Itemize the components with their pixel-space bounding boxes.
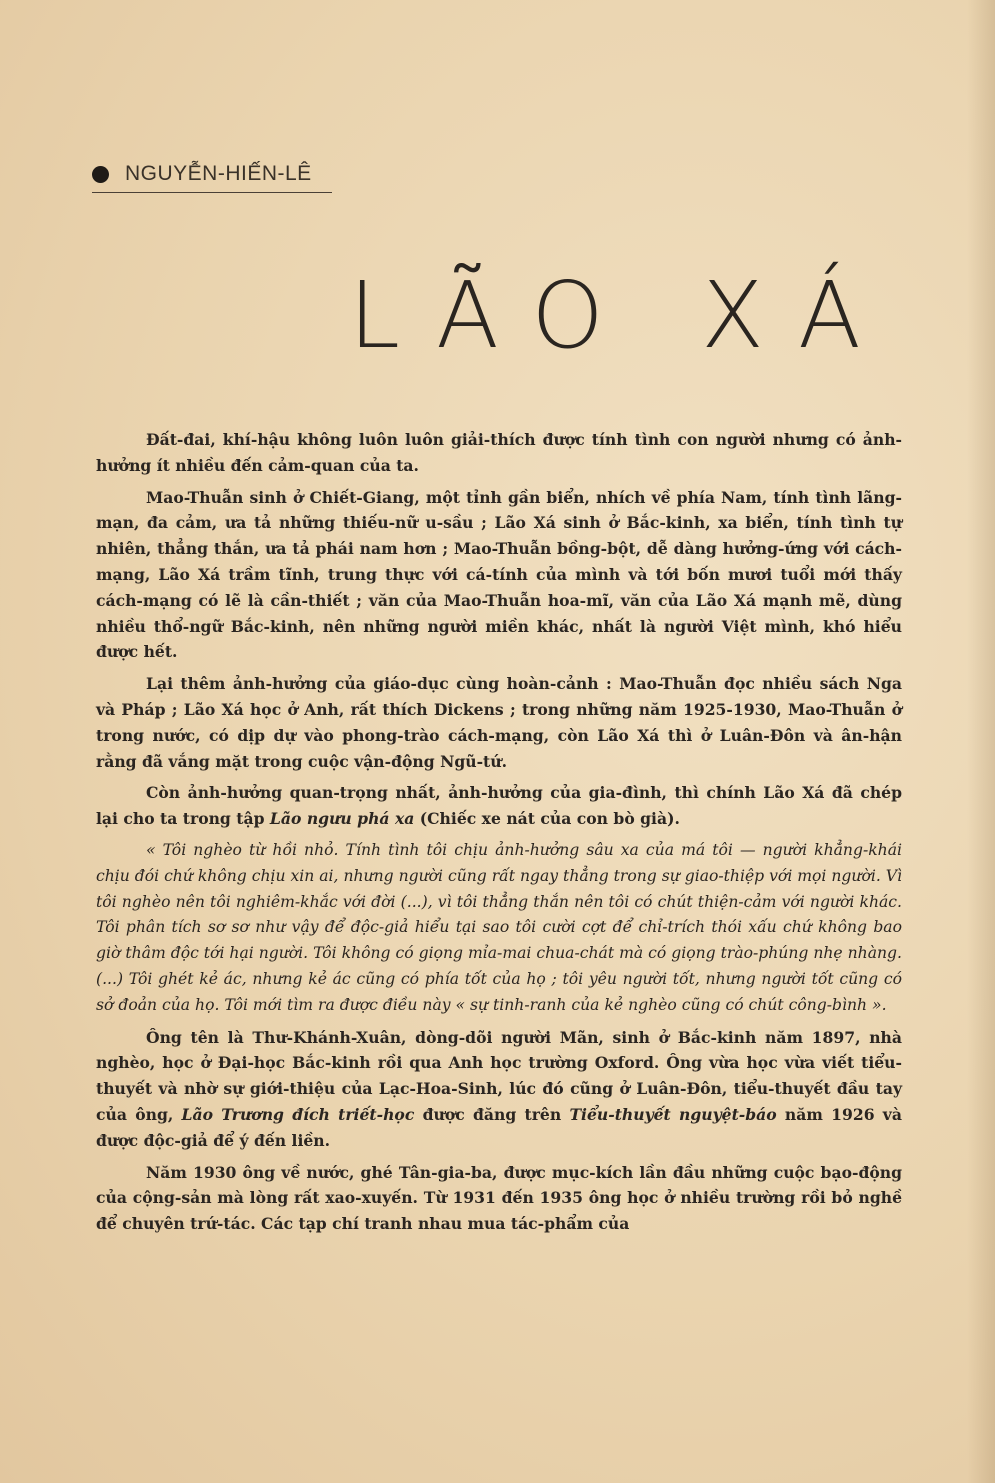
article-body — [96, 427, 902, 1243]
paragraph-3: Lại thêm ảnh-hưởng của giáo-dục cùng hoàn-cảnh : Mao-Thuẫn đọc nhiều sách Nga và Pháp ; Lão Xá học ở Anh, rất thích Dickens ; trong những năm 1925-1930, Mao-Thuẫn ở trong nước, có dịp dự vào phong-trào cách-mạng, còn Lão Xá thì ở Luân-Đôn và ân-hận rằng đã vắng mặt trong cuộc vận-động Ngũ-tứ. — [96, 674, 902, 771]
paragraph-6-text-b: được đăng trên — [414, 1104, 570, 1124]
paragraph-2: Mao-Thuẫn sinh ở Chiết-Giang, một tỉnh gần biển, nhích về phía Nam, tính tình lãng-mạn, đa cảm, ưa tả những thiếu-nữ u-sầu ; Lão Xá sinh ở Bắc-kinh, xa biển, tính tình tự nhiên, thẳng thắn, ưa tả phái nam hơn ; Mao-Thuẫn bồng-bột, dễ dàng hưởng-ứng với cách-mạng, Lão Xá trầm tĩnh, trung thực với cá-tính của mình và tới bốn mươi tuổi mới thấy cách-mạng có lẽ là cần-thiết ; văn của Mao-Thuẫn hoa-mĩ, văn của Lão Xá mạnh mẽ, dùng nhiều thổ-ngữ Bắc-kinh, nên những người miền khác, nhất là người Việt mình, khó hiểu được hết. — [96, 487, 902, 662]
paragraph-7: Năm 1930 ông về nước, ghé Tân-gia-ba, được mục-kích lần đầu những cuộc bạo-động của cộng-sản mà lòng rất xao-xuyến. Từ 1931 đến 1935 ông học ở nhiều trường rồi bỏ nghề để chuyên trứ-tác. Các tạp chí tranh nhau mua tác-phẩm của — [96, 1162, 902, 1234]
author-name: NGUYỄN-HIẾN-LÊ — [125, 162, 312, 185]
book-title-lao-nguu-pha-xa: Lão ngưu phá xa — [269, 809, 415, 829]
author-byline — [92, 162, 332, 193]
magazine-title: Tiểu-thuyết nguyệt-báo — [569, 1104, 777, 1124]
paragraph-6 — [96, 1025, 902, 1154]
paragraph-quote: « Tôi nghèo từ hồi nhỏ. Tính tình tôi chịu ảnh-hưởng sâu xa của má tôi — người khẳng-khái chịu đói chứ không chịu xin ai, nhưng người cũng rất ngay thẳng trong sự giao-thiệp với mọi người. Vì tôi nghèo nên tôi nghiêm-khắc với đời (...), vì tôi thẳng thắn nên tôi có chút thiện-cảm với người khác. Tôi phân tích sơ sơ như vậy để độc-giả hiểu tại sao tôi cười cợt để chỉ-trích thói xấu chứ không bao giờ thâm độc tới hại người. Tôi không có giọng mỉa-mai chua-chát mà có giọng trào-phúng nhẹ nhàng. (...) Tôi ghét kẻ ác, nhưng kẻ ác cũng có phía tốt của họ ; tôi yêu người tốt, nhưng người tốt cũng có sở đoản của họ. Tôi mới tìm ra được điều này « sự tinh-ranh của kẻ nghèo cũng có chút công-bình ». — [96, 840, 902, 1014]
book-title-lao-truong: Lão Trương đích triết-học — [181, 1104, 415, 1124]
article-title: LÃO XÁ — [348, 262, 895, 369]
paragraph-1: Đất-đai, khí-hậu không luôn luôn giải-thích được tính tình con người nhưng có ảnh-hưởng ít nhiều đến cảm-quan của ta. — [96, 430, 902, 475]
bullet-dot-icon — [92, 166, 109, 183]
paragraph-6-text-c: năm 1926 và được độc-giả để ý đến liền. — [96, 1104, 902, 1150]
paragraph-4 — [96, 780, 902, 832]
paragraph-4-text-a: Còn ảnh-hưởng quan-trọng nhất, ảnh-hưởng của gia-đình, thì chính Lão Xá đã chép lại cho ta trong tập — [96, 783, 902, 829]
paragraph-4-text-b: (Chiếc xe nát của con bò già). — [414, 809, 680, 829]
paragraph-6-text-a: Ông tên là Thư-Khánh-Xuân, dòng-dõi người Mãn, sinh ở Bắc-kinh năm 1897, nhà nghèo, học ở Đại-học Bắc-kinh rồi qua Anh học trường Oxford. Ông vừa học vừa viết tiểu-thuyết và nhờ sự giới-thiệu của Lạc-Hoa-Sinh, lúc đó cũng ở Luân-Đôn, tiểu-thuyết đầu tay của ông, — [96, 1027, 902, 1124]
page-edge-shadow — [967, 0, 995, 1483]
